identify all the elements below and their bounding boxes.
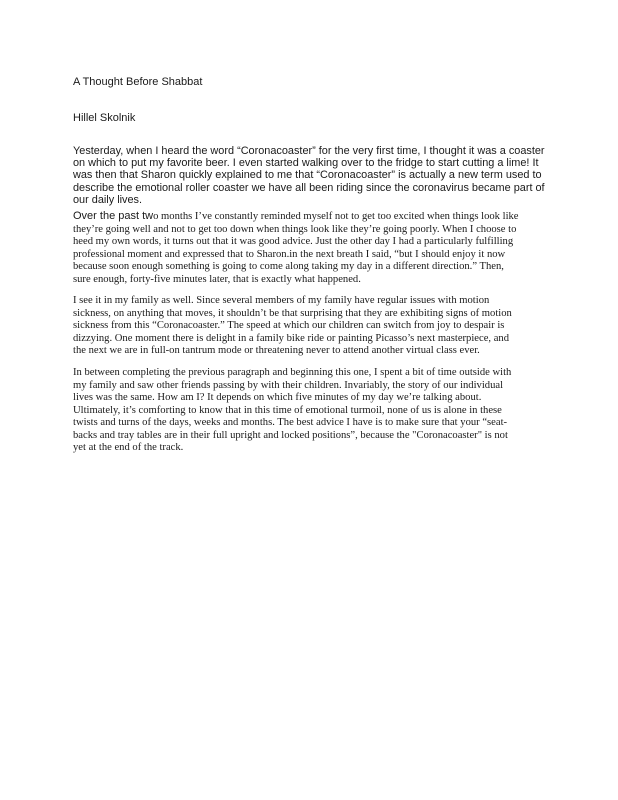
document-title: A Thought Before Shabbat xyxy=(73,76,203,88)
text-line: sickness, on anything that moves, it shouldn’t be that surprising that they are exhibiting signs of motion xyxy=(73,307,512,319)
text-line: In between completing the previous paragraph and beginning this one, I spent a bit of time outside with xyxy=(73,367,512,378)
text-line: they’re going well and not to get too down when things look like they’re going poorly. When I choose to xyxy=(73,223,517,235)
paragraph-3 xyxy=(73,295,547,358)
paragraph-2-first-line-rest: o months I’ve constantly reminded myself not to get too excited when things look like xyxy=(153,211,519,222)
text-line xyxy=(73,210,547,224)
text-line: I see it in my family as well. Since several members of my family have regular issues with motion xyxy=(73,295,490,306)
text-line: because soon enough something is going to come along taking my day in a different direction.” Then, xyxy=(73,261,504,272)
text-line: backs and tray tables are in their full upright and locked positions”, because the "Coronacoaster" is not xyxy=(73,429,508,441)
text-line: our daily lives. xyxy=(73,193,143,206)
text-line: yet at the end of the track. xyxy=(73,442,184,453)
text-line: my family and saw other friends passing by with their children. Invariably, the story of our individual xyxy=(73,379,504,391)
text-line: sure enough, forty-five minutes later, that is exactly what happened. xyxy=(73,273,361,285)
text-line: sickness from this “Coronacoaster.” The speed at which our children can switch from joy to despair is xyxy=(73,320,505,331)
text-line: professional moment and expressed that to Sharon.in the next breath I said, “but I should enjoy it now xyxy=(73,248,506,260)
text-line: Ultimately, it’s comforting to know that in this time of emotional turmoil, none of us is alone in these xyxy=(73,404,502,416)
text-line: the next we are in full-on tantrum mode or threatening never to attend another virtual class ever. xyxy=(73,345,480,356)
text-line: twists and turns of the days, weeks and months. The best advice I have is to make sure that your “seat- xyxy=(73,417,508,428)
text-line: was then that Sharon quickly explained to me that “Coronacoaster” is actually a new term used to xyxy=(73,169,542,182)
author-name: Hillel Skolnik xyxy=(73,112,136,124)
text-line: heed my own words, it turns out that it was good advice. Just the other day I had a particularly fulfilling xyxy=(73,236,514,247)
paragraph-1 xyxy=(73,145,553,206)
text-line: Yesterday, when I heard the word “Coronacoaster” for the very first time, I thought it was a coaster xyxy=(73,145,545,157)
text-line: lives was the same. How am I? It depends on which five minutes of my day we’re talking about. xyxy=(73,392,482,403)
text-line: dizzying. One moment there is delight in a family bike ride or painting Picasso’s next masterpiece, and xyxy=(73,332,509,344)
paragraph-2-lead: Over the past tw xyxy=(73,210,154,222)
paragraph-4 xyxy=(73,367,547,455)
paragraph-2 xyxy=(73,210,547,286)
text-line: describe the emotional roller coaster we have all been riding since the coronavirus became part of xyxy=(73,181,545,194)
text-line: on which to put my favorite beer. I even started walking over to the fridge to start cutting a lime! It xyxy=(73,157,539,170)
